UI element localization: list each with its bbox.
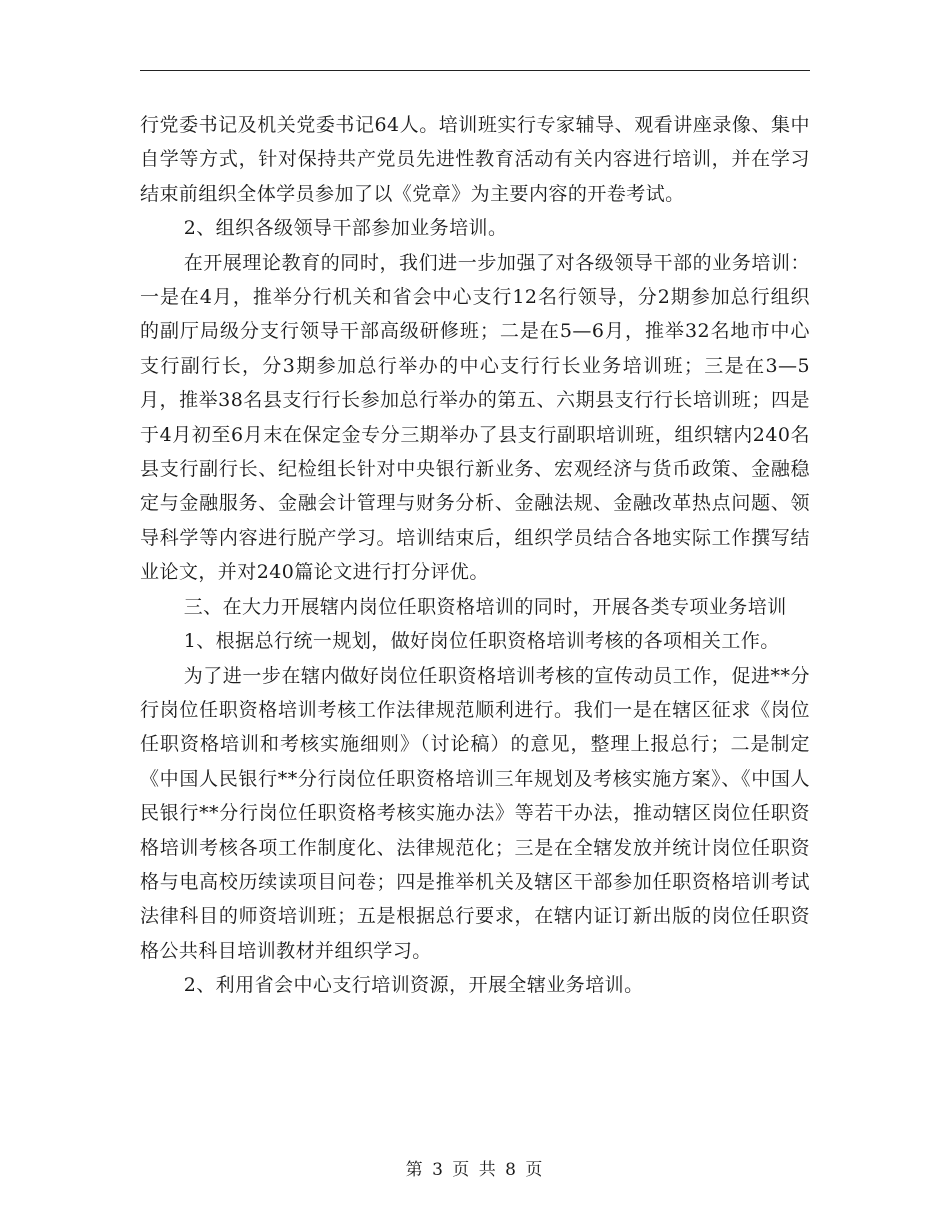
paragraph-4: 三、在大力开展辖内岗位任职资格培训的同时，开展各类专项业务培训: [183, 595, 787, 618]
paragraph-7: 2、利用省会中心支行培训资源，开展全辖业务培训。: [183, 974, 644, 997]
header-rule: [140, 70, 810, 71]
paragraph-6: 为了进一步在辖内做好岗位任职资格培训考核的宣传动员工作，促进**分行岗位任职资格培训考核工作法律规范顺利进行。我们一是在辖区征求《岗位任职资格培训和考核实施细则》（讨论稿）的意见，整理上报总行；二是制定《中国人民银行**分行岗位任职资格培训三年规划及考核实施方案》、《中国人民银行**分行岗位任职资格考核实施办法》等若干办法，推动辖区岗位任职资格培训考核各项工作制度化、法律规范化；三是在全辖发放并统计岗位任职资格与电高校历续读项目问卷；四是推举机关及辖区干部参加任职资格培训考试法律科目的师资培训班；五是根据总行要求，在辖内证订新出版的岗位任职资格公共科目培训教材并组织学习。: [140, 664, 810, 962]
paragraph-3: 在开展理论教育的同时，我们进一步加强了对各级领导干部的业务培训：一是在4月，推举分行机关和省会中心支行12名行领导，分2期参加总行组织的副厅局级分支行领导干部高级研修班；二是在5—6月，推举32名地市中心支行副行长，分3期参加总行举办的中心支行行长业务培训班；三是在3—5月，推举38名县支行行长参加总行举办的第五、六期县支行行长培训班；四是于4月初至6月末在保定金专分三期举办了县支行副职培训班，组织辖内240名县支行副行长、纪检组长针对中央银行新业务、宏观经济与货币政策、金融稳定与金融服务、金融会计管理与财务分析、金融法规、金融改革热点问题、领导科学等内容进行脱产学习。培训结束后，组织学员结合各地实际工作撰写结业论文，并对240篇论文进行打分评优。: [140, 251, 810, 584]
document-body: [140, 108, 810, 1003]
paragraph-2: 2、组织各级领导干部参加业务培训。: [183, 217, 508, 240]
page-number: 第 3 页 共 8 页: [405, 1160, 545, 1180]
paragraph-1: 行党委书记及机关党委书记64人。培训班实行专家辅导、观看讲座录像、集中自学等方式，针对保持共产党员先进性教育活动有关内容进行培训，并在学习结束前组织全体学员参加了以《党章》为主要内容的开卷考试。: [140, 114, 810, 205]
paragraph-5: 1、根据总行统一规划，做好岗位任职资格培训考核的各项相关工作。: [183, 630, 780, 653]
